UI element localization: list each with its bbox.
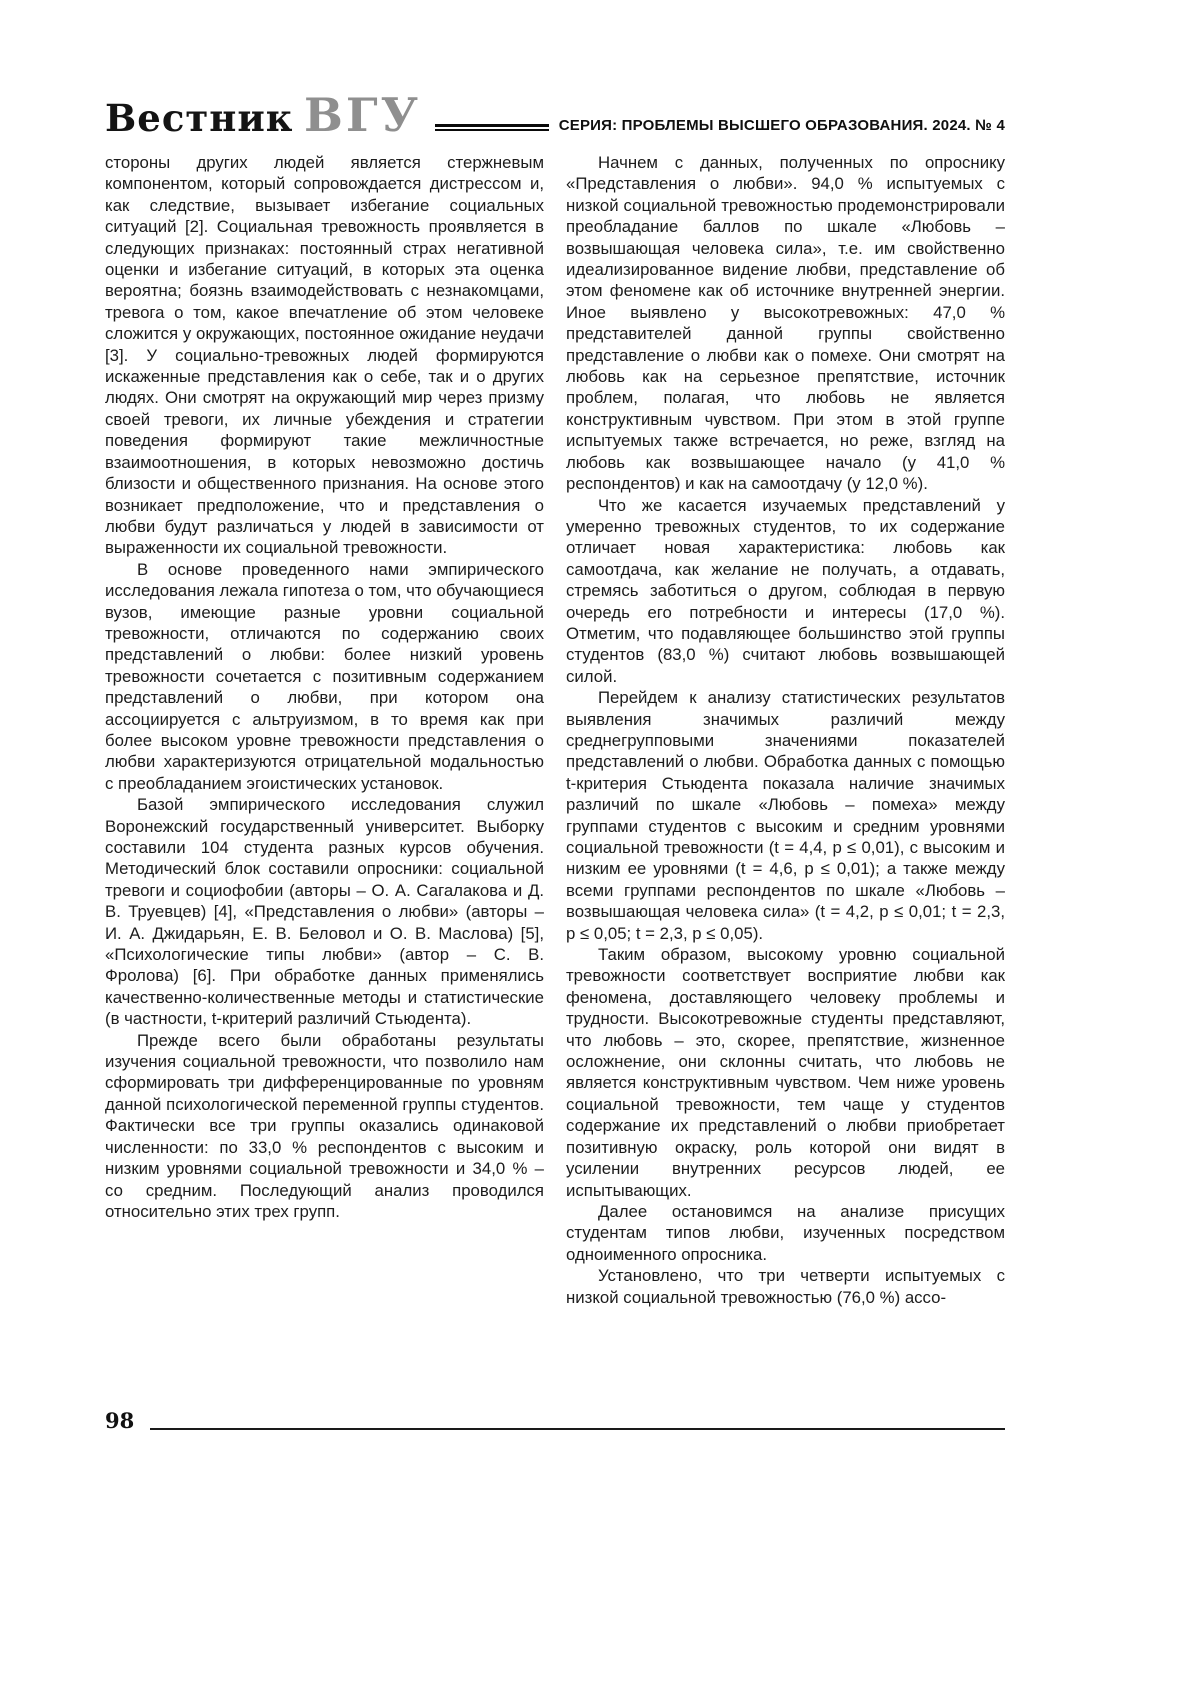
paragraph: Прежде всего были обработаны результаты изучения социальной тревожности, что позволило нам сформировать три дифференцированные по уровням данной психологической переменной группы студентов. Фактически все три группы оказались одинаковой численности: по 33,0 % респондентов с высоким и низким уровнями социальной тревожности и 34,0 % – со средним. Последующий анализ проводился относительно этих трех групп. (105, 1030, 544, 1221)
paragraph: стороны других людей является стержневым компонентом, который сопровождается дистрессом и, как следствие, вызывает избегание социальных ситуаций [2]. Социальная тревожность проявляется в следующих признаках: постоянный страх негативной оценки и избегание ситуаций, в которых эта оценка вероятна; боязнь взаимодействовать с незнакомцами, тревога о том, какое впечатление об этом человеке сложится у окружающих, постоянное ожидание неудачи [3]. У социально-тревожных людей формируются искаженные представления как о себе, так и о других людях. Они смотрят на окружающий мир через призму своей тревоги, их личные убеждения и стратегии поведения формируют такие межличностные взаимоотношения, в которых невозможно достичь близости и общественного признания. На основе этого возникает предположение, что и представления о любви будут различаться у людей в зависимости от выраженности их социальной тревожности. (105, 153, 544, 558)
footer-rule (150, 1428, 1005, 1430)
paragraph: Таким образом, высокому уровню социальной тревожности соответствует восприятие любви как феномена, доставляющего человеку проблемы и трудности. Высокотревожные студенты представляют, что любовь – это, скорее, препятствие, жизненное осложнение, они склонны считать, что любовь не является конструктивным чувством. Чем ниже уровень социальной тревожности, тем чаще у студентов содержание их представлений о любви приобретает позитивную окраску, роль которой они видят в усилении внутренних ресурсов людей, ее испытывающих. (566, 945, 1005, 1200)
journal-logo-abbrev: ВГУ (303, 88, 421, 142)
header-rule (435, 124, 549, 131)
journal-logo (105, 88, 421, 142)
right-column (566, 152, 1005, 1308)
paragraph: Начнем с данных, полученных по опроснику «Представления о любви». 94,0 % испытуемых с низкой социальной тревожностью продемонстрировали преобладание баллов по шкале «Любовь – возвышающая человека сила», т.е. им свойственно идеализированное видение любви, представление об этом феномене как об источнике внутренней энергии. Иное выявлено у высокотревожных: 47,0 % представителей данной группы свойственно представление о любви как о помехе. Они смотрят на любовь как на серьезное препятствие, источник проблем, полагая, что любовь не является конструктивным чувством. При этом в этой группе испытуемых также встречается, но реже, взгляд на любовь как возвышающее начало (у 41,0 % респондентов) и как на самоотдачу (у 12,0 %). (566, 153, 1005, 494)
paragraph: Далее остановимся на анализе присущих студентам типов любви, изученных посредством одноименного опросника. (566, 1201, 1005, 1264)
article-body (105, 152, 1005, 1308)
journal-logo-word: Вестник (105, 96, 294, 140)
paragraph: Установлено, что три четверти испытуемых с низкой социальной тревожностью (76,0 %) ассо- (566, 1266, 1005, 1307)
paragraph: Базой эмпирического исследования служил Воронежский государственный университет. Выборку составили 104 студента разных курсов обучения. Методический блок составили опросники: социальной тревоги и социофобии (авторы – О. А. Сагалакова и Д. В. Труевцев) [4], «Представления о любви» (авторы – И. А. Джидарьян, Е. В. Беловол и О. В. Маслова) [5], «Психологические типы любви» (автор – С. В. Фролова) [6]. При обработке данных применялись качественно-количественные методы и статистические (в частности, t-критерий различий Стьюдента). (105, 795, 544, 1029)
paragraph: Что же касается изучаемых представлений у умеренно тревожных студентов, то их содержание отличает новая характеристика: любовь как самоотдача, как желание не получать, а отдавать, стремясь заботиться о другом, соблюдая в первую очередь его потребности и интересы (17,0 %). Отметим, что подавляющее большинство этой группы студентов (83,0 %) считают любовь возвышающей силой. (566, 495, 1005, 686)
page-header (105, 88, 1005, 142)
paragraph: В основе проведенного нами эмпирического исследования лежала гипотеза о том, что обучающиеся вузов, имеющие разные уровни социальной тревожности, отличаются по содержанию своих представлений о любви: более низкий уровень тревожности сочетается с позитивным содержанием представлений о любви, при котором она ассоциируется с альтруизмом, в то время как при более высоком уровне тревожности представления о любви характеризуются отрицательной модальностью с преобладанием эгоистических установок. (105, 559, 545, 793)
left-column (105, 152, 544, 1308)
series-title: СЕРИЯ: ПРОБЛЕМЫ ВЫСШЕГО ОБРАЗОВАНИЯ. 2024. № 4 (558, 117, 1005, 134)
paragraph: Перейдем к анализу статистических результатов выявления значимых различий между среднегрупповыми значениями показателей представлений о любви. Обработка данных с помощью t-критерия Стьюдента показала наличие значимых различий по шкале «Любовь – помеха» между группами студентов с высоким и средним уровнями социальной тревожности (t = 4,4, p ≤ 0,01), с высоким и низким ее уровнями (t = 4,6, p ≤ 0,01); а также между всеми группами респондентов по шкале «Любовь – возвышающая человека сила» (t = 4,2, p ≤ 0,01; t = 2,3, p ≤ 0,05; t = 2,3, p ≤ 0,05). (566, 688, 1005, 943)
page-number: 98 (105, 1408, 135, 1433)
page-footer (105, 1408, 1005, 1433)
